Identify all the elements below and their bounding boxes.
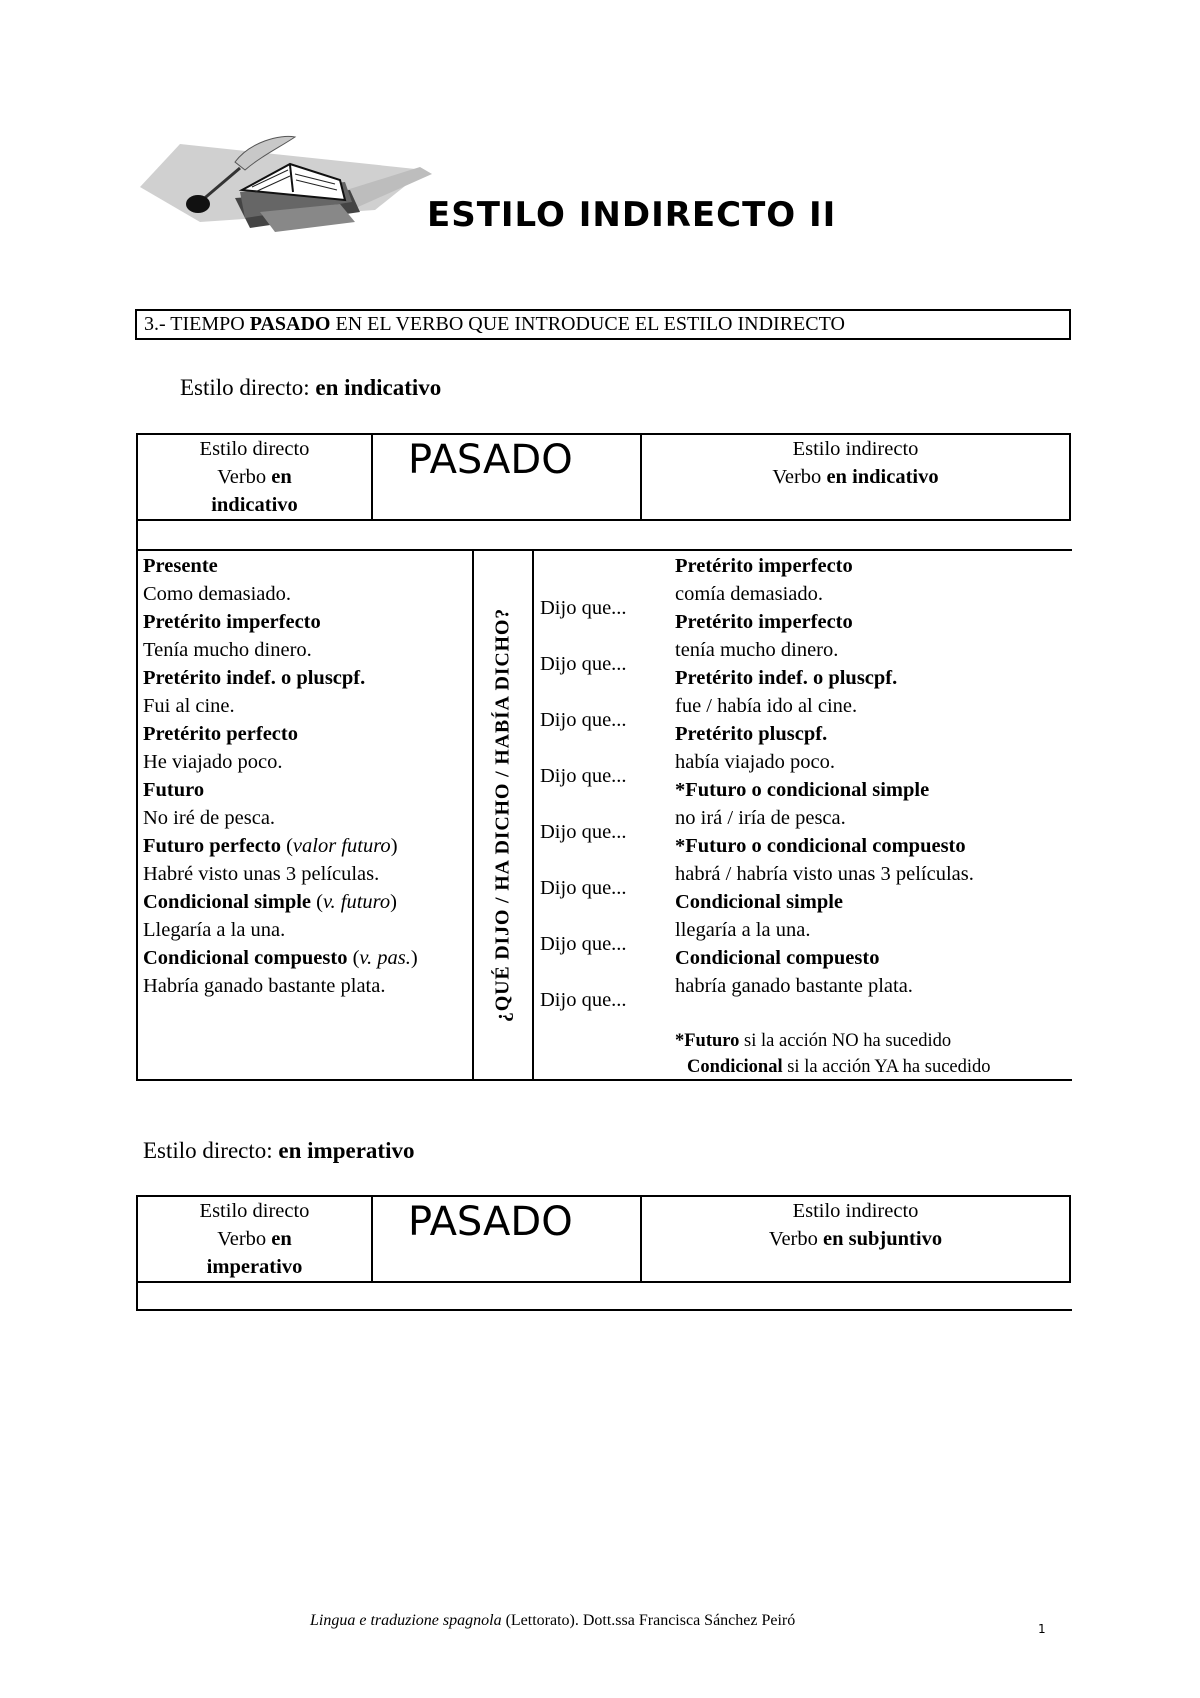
- header-right-line2: [642, 463, 1069, 491]
- row-3-indirect-tense: [675, 720, 974, 748]
- row-5-tense-open: (: [280, 835, 293, 857]
- header2-left-line2-prefix: Verbo: [217, 1228, 267, 1250]
- row-3-example: He viajado poco.: [143, 751, 283, 773]
- row-2-example: Fui al cine.: [143, 695, 235, 717]
- divider-line: [136, 549, 1072, 551]
- row-5-tense-close: ): [390, 835, 398, 857]
- direct-tense-column: [143, 552, 418, 1000]
- row-3-tense-bold: Pretérito perfecto: [143, 723, 298, 745]
- row-5-tense-bold: Futuro perfecto: [143, 835, 281, 857]
- dijo-que-1: Dijo que...: [540, 653, 627, 675]
- row-1-example: Tenía mucho dinero.: [143, 639, 312, 661]
- subtitle-imperativo: [143, 1138, 414, 1164]
- note-condicional-rest: si la acción YA ha sucedido: [782, 1057, 991, 1077]
- header-left-line2: [138, 463, 371, 491]
- dijo-que-7: Dijo que...: [540, 989, 627, 1011]
- row-7-tense-italic: v. pas.: [359, 947, 411, 969]
- row-2-indirect-tense-bold: Pretérito indef. o pluscpf.: [675, 667, 898, 689]
- header-table-indicativo: [136, 433, 1071, 521]
- note-futuro-rest: si la acción NO ha sucedido: [739, 1031, 952, 1051]
- header-right-line2-prefix: Verbo: [772, 466, 822, 488]
- subtitle-indicativo: [180, 375, 441, 401]
- row-5-indirect-tense-bold: *Futuro o condicional compuesto: [675, 835, 966, 857]
- header-left-line3: [138, 491, 371, 519]
- row-7-tense-open: (: [347, 947, 360, 969]
- row-2-tense: [143, 664, 418, 692]
- header2-left-line2: [138, 1225, 371, 1253]
- block2-bottom-line: [136, 1309, 1072, 1311]
- row-7-indirect-tense-bold: Condicional compuesto: [675, 947, 880, 969]
- header-left-line2-prefix: Verbo: [217, 466, 267, 488]
- dijo-que-0: Dijo que...: [540, 597, 627, 619]
- row-5-indirect-tense: [675, 832, 974, 860]
- row-6-example: Llegaría a la una.: [143, 919, 286, 941]
- row-4-tense: [143, 776, 418, 804]
- header-right-cell: [641, 434, 1070, 520]
- header2-center-pasado: PASADO: [372, 1196, 641, 1282]
- row-0-indirect-tense-bold: Pretérito imperfecto: [675, 555, 853, 577]
- subtitle-bold: en indicativo: [315, 375, 442, 400]
- row-4-indirect-example: no irá / iría de pesca.: [675, 807, 846, 829]
- note-condicional-bold: Condicional: [687, 1057, 783, 1077]
- row-7-tense-bold: Condicional compuesto: [143, 947, 348, 969]
- subtitle-prefix: Estilo directo:: [180, 375, 310, 400]
- note-futuro-bold: *Futuro: [675, 1031, 740, 1051]
- header-left-line1: Estilo directo: [199, 438, 310, 460]
- row-2-tense-bold: Pretérito indef. o pluscpf.: [143, 667, 366, 689]
- header-center-pasado: PASADO: [372, 434, 641, 520]
- row-1-indirect-tense: [675, 608, 974, 636]
- header2-left-line3: [138, 1253, 371, 1281]
- row-4-indirect-tense: [675, 776, 974, 804]
- row-3-tense: [143, 720, 418, 748]
- page-title: ESTILO INDIRECTO II: [427, 195, 837, 235]
- header-left-line2-bold: en: [271, 466, 292, 488]
- row-7-tense-close: ): [410, 947, 418, 969]
- row-0-tense-bold: Presente: [143, 555, 218, 577]
- row-1-indirect-tense-bold: Pretérito imperfecto: [675, 611, 853, 633]
- dijo-que-2: Dijo que...: [540, 709, 627, 731]
- vertical-label: ¿QUÉ DIJO / HA DICHO / HABÍA DICHO?: [491, 607, 514, 1023]
- body-left-border: [136, 550, 138, 1081]
- header-right-line2-bold: en indicativo: [826, 466, 939, 488]
- row-3-indirect-example: había viajado poco.: [675, 751, 835, 773]
- dijo-que-column: [540, 580, 627, 1028]
- dijo-que-4: Dijo que...: [540, 821, 627, 843]
- vertical-label-cell: [473, 553, 533, 1078]
- section-prefix: 3.- TIEMPO: [144, 313, 245, 335]
- row-2-indirect-example: fue / había ido al cine.: [675, 695, 858, 717]
- row-4-tense-bold: Futuro: [143, 779, 205, 801]
- header2-left-line3-bold: imperativo: [206, 1256, 303, 1278]
- row-0-tense: [143, 552, 418, 580]
- row-7-example: Habría ganado bastante plata.: [143, 975, 386, 997]
- row-6-tense-open: (: [311, 891, 323, 913]
- row-0-indirect-tense: [675, 552, 974, 580]
- row-6-indirect-tense-bold: Condicional simple: [675, 891, 844, 913]
- row-7-indirect-example: habría ganado bastante plata.: [675, 975, 913, 997]
- row-4-example: No iré de pesca.: [143, 807, 276, 829]
- subtitle2-bold: en imperativo: [278, 1138, 415, 1163]
- row-3-indirect-tense-bold: Pretérito pluscpf.: [675, 723, 828, 745]
- row-1-tense-bold: Pretérito imperfecto: [143, 611, 321, 633]
- row-6-tense: [143, 888, 418, 916]
- indirect-tense-column: [675, 552, 974, 1000]
- header-right-line1: Estilo indirecto: [792, 438, 919, 460]
- footer-italic: Lingua e traduzione spagnola: [310, 1612, 502, 1629]
- header2-right-line2: [642, 1225, 1069, 1253]
- row-7-tense: [143, 944, 418, 972]
- row-1-indirect-example: tenía mucho dinero.: [675, 639, 839, 661]
- row-6-tense-italic: v. futuro: [322, 891, 391, 913]
- row-6-indirect-tense: [675, 888, 974, 916]
- row-2-indirect-tense: [675, 664, 974, 692]
- header2-right-cell: [641, 1196, 1070, 1282]
- dijo-que-6: Dijo que...: [540, 933, 627, 955]
- subtitle2-prefix: Estilo directo:: [143, 1138, 273, 1163]
- row-0-indirect-example: comía demasiado.: [675, 583, 824, 605]
- book-quill-logo: [140, 132, 440, 238]
- page-number: 1: [1038, 1622, 1046, 1636]
- row-6-indirect-example: llegaría a la una.: [675, 919, 811, 941]
- row-4-indirect-tense-bold: *Futuro o condicional simple: [675, 779, 930, 801]
- empty-row-left-border: [136, 520, 138, 550]
- header2-left-line1: Estilo directo: [199, 1200, 310, 1222]
- header2-left-line2-bold: en: [271, 1228, 292, 1250]
- row-0-example: Como demasiado.: [143, 583, 292, 605]
- row-6-tense-bold: Condicional simple: [143, 891, 312, 913]
- footer-rest: (Lettorato). Dott.ssa Francisca Sánchez Peiró: [501, 1612, 796, 1629]
- empty-row2-left-border: [136, 1282, 138, 1311]
- row-7-indirect-tense: [675, 944, 974, 972]
- dijo-que-5: Dijo que...: [540, 877, 627, 899]
- header2-right-line2-bold: en subjuntivo: [823, 1228, 943, 1250]
- row-5-tense-italic: valor futuro: [292, 835, 391, 857]
- header-left-line3-bold: indicativo: [211, 494, 298, 516]
- row-1-tense: [143, 608, 418, 636]
- note-futuro: [675, 1028, 951, 1054]
- section-heading: [135, 309, 1071, 340]
- note-condicional: [687, 1054, 991, 1080]
- footer-credit: [310, 1612, 795, 1630]
- header-table-imperativo: [136, 1195, 1071, 1283]
- row-5-tense: [143, 832, 418, 860]
- section-suffix: EN EL VERBO QUE INTRODUCE EL ESTILO INDIRECTO: [335, 313, 845, 335]
- row-6-tense-close: ): [390, 891, 397, 913]
- header2-right-line1: Estilo indirecto: [792, 1200, 919, 1222]
- section-bold: PASADO: [249, 313, 331, 335]
- row-5-example: Habré visto unas 3 películas.: [143, 863, 380, 885]
- dijo-que-3: Dijo que...: [540, 765, 627, 787]
- header2-left-cell: [137, 1196, 372, 1282]
- row-5-indirect-example: habrá / habría visto unas 3 películas.: [675, 863, 974, 885]
- header2-right-line2-prefix: Verbo: [768, 1228, 818, 1250]
- header-left-cell: [137, 434, 372, 520]
